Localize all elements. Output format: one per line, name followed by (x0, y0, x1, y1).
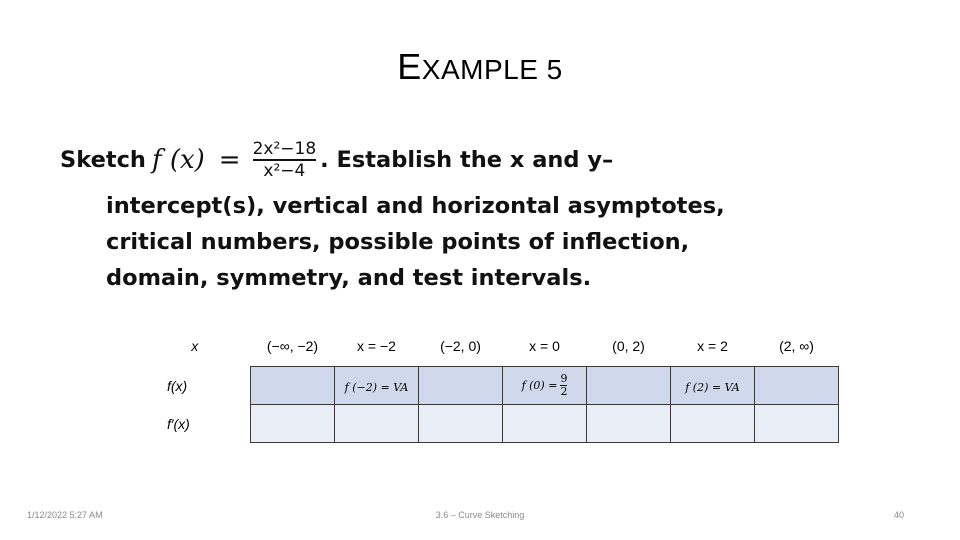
f-neg2-value: f (−2) = VA (344, 380, 409, 394)
f-zero-num: 9 (560, 372, 568, 385)
header-cell: x = −2 (335, 326, 419, 367)
header-cell: x (139, 326, 251, 367)
table-cell (335, 405, 419, 443)
fraction-numerator: 2x²−18 (252, 139, 317, 160)
table-cell-f-neg2 (335, 367, 419, 405)
sign-chart-table (139, 326, 839, 443)
table-header-row (139, 326, 839, 367)
slide-title (0, 46, 960, 88)
problem-line-4: domain, symmetry, and test intervals. (106, 265, 592, 291)
header-cell: x = 0 (503, 326, 587, 367)
problem-statement (60, 132, 880, 296)
table-cell (419, 405, 503, 443)
table-cell-f-0 (503, 367, 587, 405)
header-cell: (−∞, −2) (251, 326, 335, 367)
table-cell (251, 405, 335, 443)
footer-page-number: 40 (893, 510, 904, 520)
header-cell: (0, 2) (587, 326, 671, 367)
f-zero-value (522, 373, 568, 398)
table-cell (755, 405, 839, 443)
f-2-value: f (2) = VA (685, 380, 740, 394)
function-lhs: f (x) (151, 145, 205, 175)
table-cell (587, 405, 671, 443)
table-cell (503, 405, 587, 443)
table-cell (587, 367, 671, 405)
row-label-f: f(x) (139, 367, 251, 405)
header-cell: x = 2 (671, 326, 755, 367)
fraction-denominator: x²−4 (263, 160, 306, 181)
sketch-word: Sketch (60, 147, 146, 173)
problem-line-2: intercept(s), vertical and horizontal asymptotes, (106, 193, 725, 219)
table-row-f (139, 367, 839, 405)
footer-section: 3.6 – Curve Sketching (435, 510, 525, 520)
f-zero-fraction (560, 373, 567, 398)
table-cell (755, 367, 839, 405)
header-cell: (2, ∞) (755, 326, 839, 367)
f-zero-den: 2 (560, 385, 568, 398)
table-cell-f-2 (671, 367, 755, 405)
equals-sign: = (218, 145, 241, 175)
footer-date: 1/12/2022 5:27 AM (27, 510, 103, 520)
table-cell (251, 367, 335, 405)
slide-title-initial: E (397, 46, 422, 87)
problem-line-1 (60, 132, 880, 188)
table-cell (419, 367, 503, 405)
slide-title-rest: XAMPLE 5 (421, 54, 563, 85)
problem-line-1-tail: . Establish the x and y– (320, 147, 614, 173)
header-cell: (−2, 0) (419, 326, 503, 367)
f-zero-lhs: f (0) = (521, 379, 558, 392)
function-fraction (253, 139, 317, 181)
row-label-fprime: f′(x) (139, 405, 251, 443)
problem-line-3: critical numbers, possible points of inflection, (106, 229, 690, 255)
table-cell (671, 405, 755, 443)
table-row-fprime (139, 405, 839, 443)
